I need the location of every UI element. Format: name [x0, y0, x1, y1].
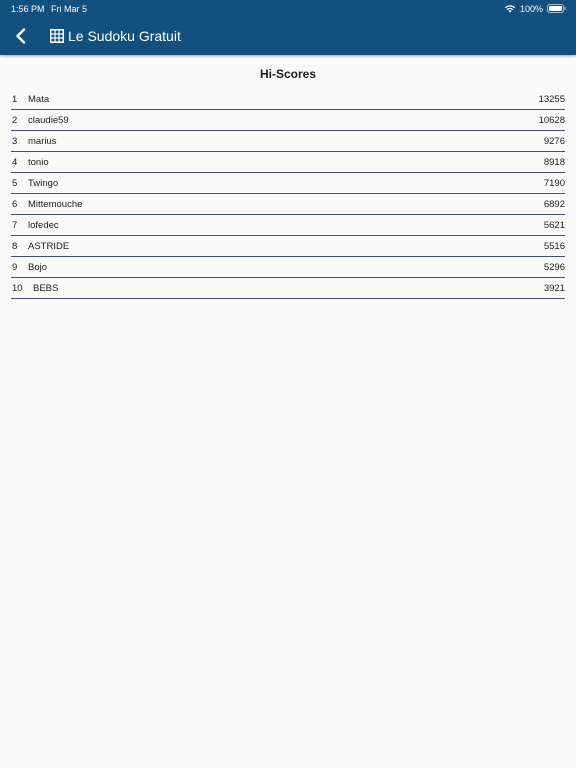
status-indicators: [504, 2, 566, 15]
player-score: 3921: [543, 283, 565, 294]
score-row: [11, 194, 565, 215]
player-name: lofedec: [28, 220, 59, 231]
score-row: [11, 278, 565, 299]
score-row: [11, 152, 565, 173]
battery-icon: [547, 4, 566, 13]
score-rank: 2: [12, 115, 18, 126]
player-score: 8918: [543, 157, 565, 168]
player-score: 13255: [538, 94, 565, 105]
navigation-bar: [0, 18, 576, 55]
player-name: marius: [28, 136, 57, 147]
grid-icon: [50, 29, 64, 43]
status-date: Fri Mar 5: [51, 4, 87, 14]
score-row: [11, 257, 565, 278]
chevron-left-icon: [15, 28, 27, 44]
player-score: 5516: [543, 241, 565, 252]
player-score: 6892: [543, 199, 565, 210]
score-row: [11, 89, 565, 110]
player-name: BEBS: [33, 283, 59, 294]
score-rank: 5: [12, 178, 18, 189]
hiscores-title: Hi-Scores: [259, 67, 317, 81]
score-row: [11, 215, 565, 236]
player-score: 9276: [543, 136, 565, 147]
player-name: Mata: [28, 94, 50, 105]
player-score: 10628: [538, 115, 565, 126]
score-row: [11, 236, 565, 257]
score-rank: 8: [12, 241, 18, 252]
player-name: Bojo: [28, 262, 48, 273]
player-name: claudie59: [28, 115, 69, 126]
player-score: 5296: [543, 262, 565, 273]
app-header: [0, 0, 576, 55]
player-name: Mittemouche: [28, 199, 83, 210]
status-bar: [0, 0, 576, 18]
score-rank: 6: [12, 199, 18, 210]
score-row: [11, 110, 565, 131]
score-row: [11, 131, 565, 152]
player-name: Twingo: [28, 178, 59, 189]
app-title: Le Sudoku Gratuit: [68, 28, 181, 44]
wifi-icon: [504, 4, 516, 13]
back-button[interactable]: [9, 24, 33, 48]
player-name: ASTRIDE: [28, 241, 70, 252]
hiscores-list: [11, 89, 565, 299]
status-time: 1:56 PM: [11, 4, 45, 14]
score-row: [11, 173, 565, 194]
score-rank: 9: [12, 262, 18, 273]
score-rank: 3: [12, 136, 18, 147]
score-rank: 1: [12, 94, 18, 105]
score-rank: 4: [12, 157, 18, 168]
battery-percentage: 100%: [519, 3, 543, 14]
player-score: 7190: [543, 178, 565, 189]
score-rank: 10: [12, 283, 23, 294]
player-name: tonio: [28, 157, 49, 168]
score-rank: 7: [12, 220, 18, 231]
player-score: 5621: [543, 220, 565, 231]
